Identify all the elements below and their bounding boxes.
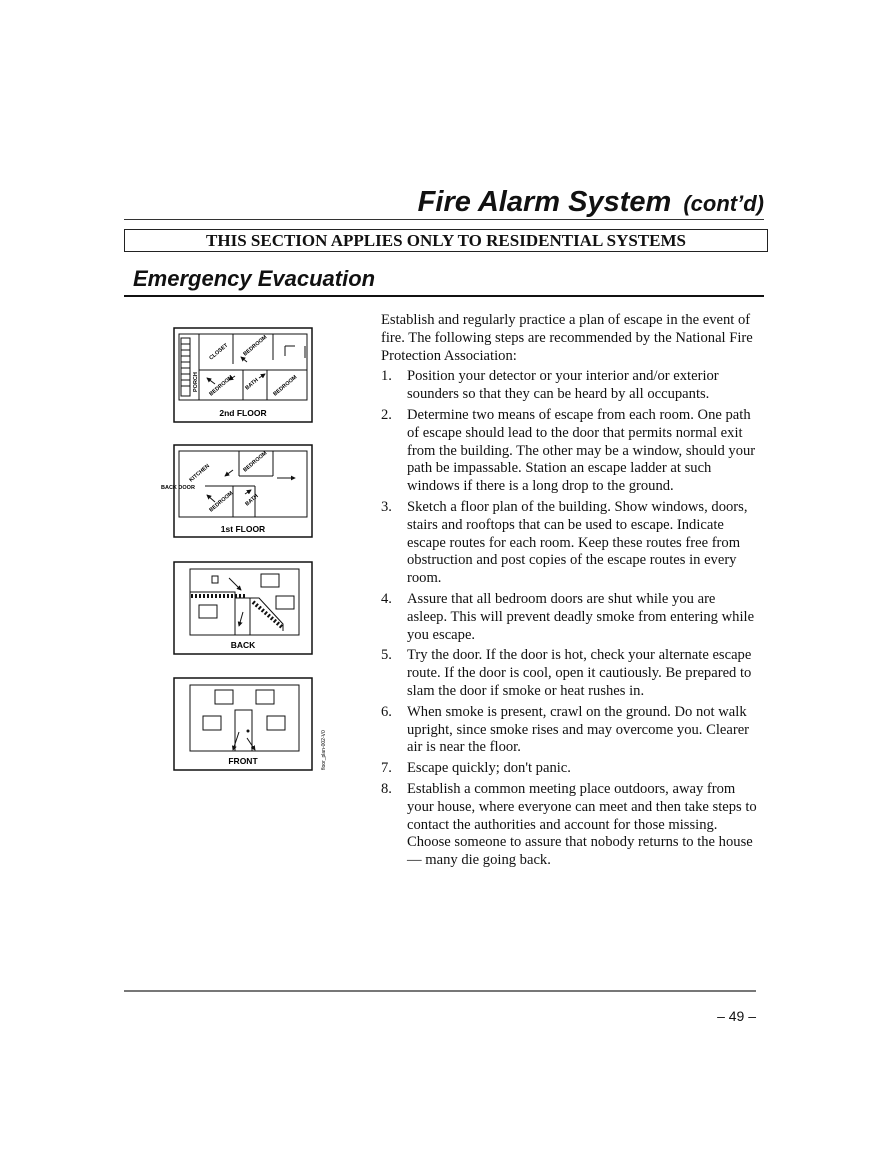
step-number: 7. (381, 760, 392, 777)
evacuation-steps-list (381, 368, 759, 870)
step-text: Sketch a floor plan of the building. Show windows, doors, stairs and rooftops that can be used to escape. Indicate escape routes for each room. Keep these routes free from obstruction and post copies of the escape routes in every room. (407, 498, 748, 587)
page-title (124, 184, 764, 222)
section-heading-divider (124, 295, 764, 297)
list-item (381, 647, 759, 700)
second-floor-label: 2nd FLOOR (219, 408, 267, 418)
section-heading: Emergency Evacuation (133, 266, 376, 291)
page-title-text: Fire Alarm System (417, 186, 672, 218)
back-label: BACK (230, 640, 256, 650)
floor-plan-figure (155, 326, 335, 776)
step-number: 6. (381, 703, 392, 720)
step-text: Assure that all bedroom doors are shut while you are asleep. This will prevent deadly smoke from entering while you escape. (407, 590, 755, 643)
step-number: 2. (381, 406, 392, 423)
footer-divider (124, 990, 756, 992)
step-text: Escape quickly; don't panic. (407, 760, 571, 777)
evacuation-text (381, 312, 759, 873)
residential-notice-text: THIS SECTION APPLIES ONLY TO RESIDENTIAL SYSTEMS (206, 231, 686, 250)
front-label: FRONT (228, 756, 258, 766)
page-number: – 49 – (717, 1008, 756, 1024)
room-label-bedroom: BEDROOM (208, 490, 235, 514)
list-item (381, 368, 759, 404)
step-text: When smoke is present, crawl on the ground. Do not walk upright, since smoke rises and may overcome you. Clearer air is near the floor. (407, 703, 750, 756)
room-label-bedroom: BEDROOM (242, 334, 269, 358)
room-label-kitchen: KITCHEN (188, 463, 212, 484)
room-label-bath: BATH (244, 493, 260, 508)
step-number: 1. (381, 368, 392, 385)
room-label-back-door: BACK DOOR (161, 485, 195, 491)
step-number: 3. (381, 498, 392, 515)
step-number: 5. (381, 647, 392, 664)
list-item (381, 704, 759, 757)
step-text: Try the door. If the door is hot, check your alternate escape route. If the door is cool, open it cautiously. Be prepared to slam the door if smoke or heat rushes in. (407, 647, 752, 699)
title-divider (124, 219, 764, 220)
floor-plan-diagrams (155, 326, 335, 776)
room-label-bedroom: BEDROOM (208, 374, 235, 398)
list-item (381, 760, 759, 778)
list-item (381, 499, 759, 588)
step-text: Position your detector or your interior and/or exterior sounders so that they can be heard by all occupants. (407, 368, 719, 403)
list-item (381, 407, 759, 496)
room-label-bedroom: BEDROOM (242, 450, 269, 474)
room-label-bath: BATH (244, 377, 260, 392)
list-item (381, 781, 759, 870)
room-label-porch: PORCH (193, 372, 199, 392)
first-floor-label: 1st FLOOR (220, 524, 266, 534)
room-label-bedroom: BEDROOM (272, 374, 299, 398)
list-item (381, 591, 759, 644)
residential-notice-box (124, 229, 768, 252)
step-text: Determine two means of escape from each room. One path of escape should lead to the door that permits normal exit from the building. The other may be a window, should your path be impassable. Station an escape ladder at such windows if there is a long drop to the ground. (407, 406, 756, 495)
step-number: 4. (381, 590, 392, 607)
step-number: 8. (381, 780, 392, 797)
figure-code: floor_plan-002-V0 (321, 730, 327, 770)
room-label-closet: CLOSET (208, 342, 230, 362)
intro-paragraph: Establish and regularly practice a plan of escape in the event of fire. The following steps are recommended by the National Fire Protection Association: (381, 312, 753, 364)
page-title-suffix: (cont’d) (683, 191, 764, 216)
step-text: Establish a common meeting place outdoors, away from your house, where everyone can meet and then take steps to contact the authorities and account for those missing. Choose someone to assure that nobody returns to the house — many die going back. (407, 780, 757, 869)
